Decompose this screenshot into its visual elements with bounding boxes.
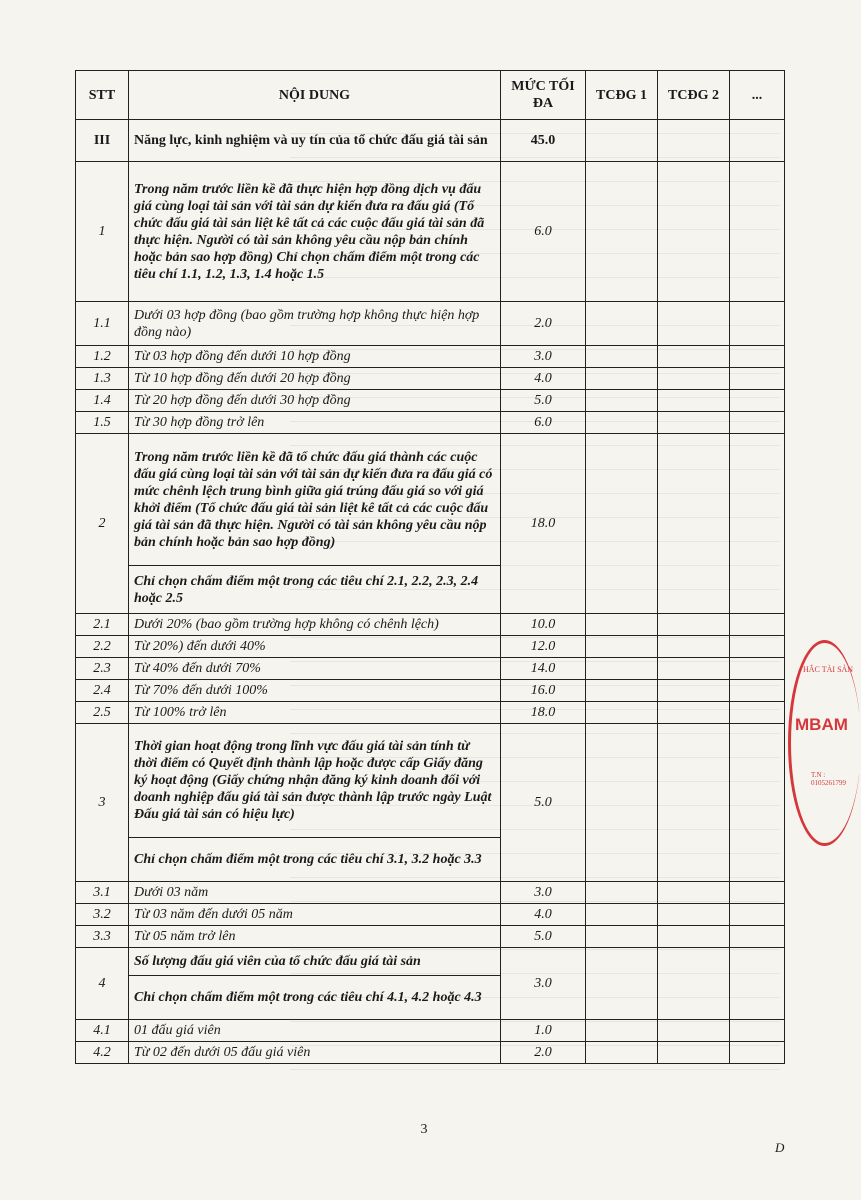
row-content: Từ 03 năm đến dưới 05 năm: [129, 904, 501, 926]
corner-mark: D: [775, 1140, 785, 1155]
page-number: 3: [420, 1122, 428, 1137]
table-row: [76, 882, 785, 904]
table-row: [76, 162, 785, 302]
row-more: [730, 904, 785, 926]
row-content: Từ 70% đến dưới 100%: [129, 680, 501, 702]
row-content: Từ 05 năm trở lên: [129, 926, 501, 948]
row-max: 3.0: [501, 948, 586, 1020]
row-tc1: [586, 346, 658, 368]
row-tc2: [658, 658, 730, 680]
table-row: [76, 390, 785, 412]
row-stt: 3: [76, 724, 129, 882]
table-row: [76, 702, 785, 724]
header-stt: STT: [76, 71, 129, 120]
table-row: [76, 680, 785, 702]
row-more: [730, 412, 785, 434]
row-max: 6.0: [501, 412, 586, 434]
table-row: [76, 724, 785, 838]
row-more: [730, 390, 785, 412]
row-tc2: [658, 948, 730, 1020]
row-tc1: [586, 926, 658, 948]
row-more: [730, 926, 785, 948]
row-tc1: [586, 302, 658, 346]
row-tc1: [586, 724, 658, 882]
row-tc1: [586, 882, 658, 904]
row-subcontent: Chỉ chọn chấm điểm một trong các tiêu chí 3.1, 3.2 hoặc 3.3: [129, 838, 501, 882]
row-tc2: [658, 882, 730, 904]
row-tc1: [586, 412, 658, 434]
row-max: 5.0: [501, 926, 586, 948]
row-tc1: [586, 162, 658, 302]
table-row: [76, 434, 785, 566]
row-content: Từ 30 hợp đồng trở lên: [129, 412, 501, 434]
row-stt: 3.2: [76, 904, 129, 926]
row-stt: 1.3: [76, 368, 129, 390]
row-max: 6.0: [501, 162, 586, 302]
row-tc1: [586, 614, 658, 636]
row-max: 4.0: [501, 904, 586, 926]
row-tc1: [586, 390, 658, 412]
row-tc1: [586, 120, 658, 162]
row-tc2: [658, 636, 730, 658]
row-max: 10.0: [501, 614, 586, 636]
row-stt: 1: [76, 162, 129, 302]
row-more: [730, 636, 785, 658]
row-content: Từ 10 hợp đồng đến dưới 20 hợp đồng: [129, 368, 501, 390]
table-row: [76, 120, 785, 162]
row-more: [730, 1020, 785, 1042]
table-row: [76, 1020, 785, 1042]
table-row: [76, 346, 785, 368]
row-subcontent: Chỉ chọn chấm điểm một trong các tiêu chí 4.1, 4.2 hoặc 4.3: [129, 976, 501, 1020]
row-max: 14.0: [501, 658, 586, 680]
row-content: Từ 02 đến dưới 05 đấu giá viên: [129, 1042, 501, 1064]
row-max: 12.0: [501, 636, 586, 658]
table-row: [76, 1042, 785, 1064]
row-stt: 4.1: [76, 1020, 129, 1042]
row-tc2: [658, 162, 730, 302]
row-tc2: [658, 412, 730, 434]
row-more: [730, 1042, 785, 1064]
row-more: [730, 434, 785, 614]
row-content: 01 đấu giá viên: [129, 1020, 501, 1042]
row-max: 5.0: [501, 724, 586, 882]
row-stt: III: [76, 120, 129, 162]
row-tc2: [658, 702, 730, 724]
row-max: 18.0: [501, 434, 586, 614]
row-more: [730, 680, 785, 702]
row-stt: 2.3: [76, 658, 129, 680]
table-row: [76, 904, 785, 926]
row-max: 16.0: [501, 680, 586, 702]
row-stt: 2.4: [76, 680, 129, 702]
header-row: [76, 71, 785, 120]
row-stt: 4: [76, 948, 129, 1020]
row-tc1: [586, 904, 658, 926]
row-content: Số lượng đấu giá viên của tổ chức đấu giá tài sản: [129, 948, 501, 976]
stamp-text-main: MBAM: [795, 715, 848, 734]
table-row: [76, 368, 785, 390]
row-more: [730, 702, 785, 724]
row-max: 3.0: [501, 346, 586, 368]
row-stt: 4.2: [76, 1042, 129, 1064]
row-tc2: [658, 346, 730, 368]
row-more: [730, 162, 785, 302]
row-tc1: [586, 948, 658, 1020]
row-content: Năng lực, kinh nghiệm và uy tín của tổ chức đấu giá tài sản: [129, 120, 501, 162]
table-row: [76, 948, 785, 976]
row-content: Trong năm trước liền kề đã tổ chức đấu giá thành các cuộc đấu giá cùng loại tài sản với tài sản dự kiến đưa ra đấu giá có mức chênh lệch trung bình giữa giá trúng đấu giá so với giá khởi điểm (Tổ chức đấu giá tài sản liệt kê tất cả các cuộc đấu giá tài sản đã thực hiện. Người có tài sản không yêu cầu nộp bản chính hoặc bản sao hợp đồng): [129, 434, 501, 566]
row-stt: 3.1: [76, 882, 129, 904]
row-content: Từ 40% đến dưới 70%: [129, 658, 501, 680]
row-max: 2.0: [501, 1042, 586, 1064]
row-tc2: [658, 434, 730, 614]
row-tc2: [658, 904, 730, 926]
row-more: [730, 346, 785, 368]
row-stt: 2.5: [76, 702, 129, 724]
row-max: 3.0: [501, 882, 586, 904]
row-tc2: [658, 390, 730, 412]
criteria-table: [75, 70, 785, 1064]
row-more: [730, 724, 785, 882]
stamp-text-top: HẮC TÀI SẢN: [803, 665, 854, 674]
row-more: [730, 614, 785, 636]
row-stt: 1.5: [76, 412, 129, 434]
row-more: [730, 658, 785, 680]
row-content: Từ 100% trở lên: [129, 702, 501, 724]
row-content: Từ 20%) đến dưới 40%: [129, 636, 501, 658]
row-tc2: [658, 302, 730, 346]
table-row: [76, 412, 785, 434]
header-tc2: TCĐG 2: [658, 71, 730, 120]
row-stt: 2.1: [76, 614, 129, 636]
row-content: Thời gian hoạt động trong lĩnh vực đấu giá tài sản tính từ thời điểm có Quyết định thành lập hoặc được cấp Giấy đăng ký hoạt động (Giấy chứng nhận đăng ký kinh doanh đối với doanh nghiệp đấu giá tài sản được thành lập trước ngày Luật Đấu giá tài sản có hiệu lực): [129, 724, 501, 838]
row-tc2: [658, 1020, 730, 1042]
row-tc2: [658, 1042, 730, 1064]
row-tc1: [586, 658, 658, 680]
row-more: [730, 948, 785, 1020]
row-subcontent: Chỉ chọn chấm điểm một trong các tiêu chí 2.1, 2.2, 2.3, 2.4 hoặc 2.5: [129, 566, 501, 614]
header-more: ...: [730, 71, 785, 120]
row-stt: 1.1: [76, 302, 129, 346]
row-tc1: [586, 368, 658, 390]
header-max: MỨC TỐI ĐA: [501, 71, 586, 120]
row-tc1: [586, 702, 658, 724]
row-more: [730, 302, 785, 346]
row-stt: 2: [76, 434, 129, 614]
row-tc2: [658, 680, 730, 702]
row-content: Từ 20 hợp đồng đến dưới 30 hợp đồng: [129, 390, 501, 412]
row-tc2: [658, 368, 730, 390]
row-tc2: [658, 926, 730, 948]
row-stt: 2.2: [76, 636, 129, 658]
row-tc2: [658, 614, 730, 636]
row-max: 18.0: [501, 702, 586, 724]
row-tc2: [658, 120, 730, 162]
row-content: Dưới 20% (bao gồm trường hợp không có chênh lệch): [129, 614, 501, 636]
row-max: 1.0: [501, 1020, 586, 1042]
stamp-text-bottom: T.N : 0105261799: [811, 771, 846, 787]
row-content: Từ 03 hợp đồng đến dưới 10 hợp đồng: [129, 346, 501, 368]
row-content: Dưới 03 năm: [129, 882, 501, 904]
row-tc1: [586, 636, 658, 658]
row-more: [730, 120, 785, 162]
header-content: NỘI DUNG: [129, 71, 501, 120]
row-stt: 3.3: [76, 926, 129, 948]
row-max: 45.0: [501, 120, 586, 162]
row-stt: 1.2: [76, 346, 129, 368]
row-more: [730, 882, 785, 904]
row-content: Dưới 03 hợp đồng (bao gồm trường hợp không thực hiện hợp đồng nào): [129, 302, 501, 346]
row-max: 4.0: [501, 368, 586, 390]
row-tc1: [586, 1042, 658, 1064]
table-row: [76, 614, 785, 636]
row-more: [730, 368, 785, 390]
row-stt: 1.4: [76, 390, 129, 412]
row-content: Trong năm trước liền kề đã thực hiện hợp đồng dịch vụ đấu giá cùng loại tài sản với tài sản dự kiến đưa ra đấu giá (Tổ chức đấu giá tài sản liệt kê tất cả các cuộc đấu giá tài sản đã thực hiện. Người có tài sản không yêu cầu nộp bản chính hoặc bản sao hợp đồng) Chỉ chọn chấm điểm một trong các tiêu chí 1.1, 1.2, 1.3, 1.4 hoặc 1.5: [129, 162, 501, 302]
header-tc1: TCĐG 1: [586, 71, 658, 120]
table-row: [76, 658, 785, 680]
row-tc1: [586, 434, 658, 614]
row-tc1: [586, 680, 658, 702]
table-row: [76, 926, 785, 948]
row-tc1: [586, 1020, 658, 1042]
red-seal-stamp: [788, 640, 861, 846]
row-max: 5.0: [501, 390, 586, 412]
table-row: [76, 302, 785, 346]
row-tc2: [658, 724, 730, 882]
table-row: [76, 636, 785, 658]
row-max: 2.0: [501, 302, 586, 346]
